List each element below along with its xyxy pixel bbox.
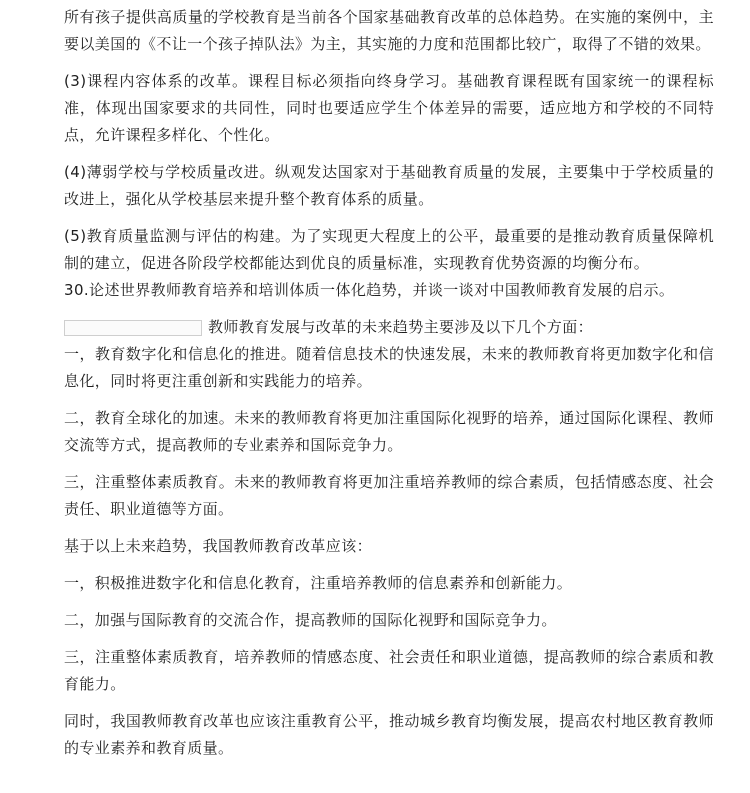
reform-point-3: 三，注重整体素质教育，培养教师的情感态度、社会责任和职业道德，提高教师的综合素质和教育能力。: [64, 648, 714, 693]
trend-globalization: 二，教育全球化的加速。未来的教师教育将更加注重国际化视野的培养，通过国际化课程、教师交流等方式，提高教师的专业素养和国际竞争力。: [64, 409, 714, 454]
paragraph-quality-monitoring: (5)教育质量监测与评估的构建。为了实现更大程度上的公平，最重要的是推动教育质量保障机制的建立，促进各阶段学校都能达到优良的质量标准，实现教育优势资源的均衡分布。: [64, 227, 714, 272]
paragraph-intro: 所有孩子提供高质量的学校教育是当前各个国家基础教育改革的总体趋势。在实施的案例中，主要以美国的《不让一个孩子掉队法》为主，其实施的力度和范围都比较广，取得了不错的效果。: [64, 8, 714, 53]
reform-point-1: 一，积极推进数字化和信息化教育，注重培养教师的信息素养和创新能力。: [64, 574, 573, 592]
question-30: 30.论述世界教师教育培养和培训体质一体化趋势，并谈一谈对中国教师教育发展的启示。: [64, 281, 675, 299]
paragraph-school-improvement: (4)薄弱学校与学校质量改进。纵观发达国家对于基础教育质量的发展，主要集中于学校质量的改进上，强化从学校基层来提升整个教育体系的质量。: [64, 163, 714, 208]
trend-digitalization: 一，教育数字化和信息化的推进。随着信息技术的快速发展，未来的教师教育将更加数字化和信息化，同时将更注重创新和实践能力的培养。: [64, 345, 714, 390]
trend-overall-quality: 三，注重整体素质教育。未来的教师教育将更加注重培养教师的综合素质，包括情感态度、社会责任、职业道德等方面。: [64, 473, 714, 518]
answer-intro-line: [64, 314, 714, 341]
reform-lead-in: 基于以上未来趋势，我国教师教育改革应该：: [64, 537, 373, 555]
redacted-box: [64, 320, 202, 336]
paragraph-curriculum-reform: (3)课程内容体系的改革。课程目标必须指向终身学习。基础教育课程既有国家统一的课程标准，体现出国家要求的共同性，同时也要适应学生个体差异的需要，适应地方和学校的不同特点，允许课程多样化、个性化。: [64, 72, 714, 144]
answer-intro-text: 教师教育发展与改革的未来趋势主要涉及以下几个方面：: [208, 318, 594, 336]
conclusion-paragraph: 同时，我国教师教育改革也应该注重教育公平，推动城乡教育均衡发展，提高农村地区教育教师的专业素养和教育质量。: [64, 712, 714, 757]
reform-point-2: 二，加强与国际教育的交流合作，提高教师的国际化视野和国际竞争力。: [64, 611, 557, 629]
